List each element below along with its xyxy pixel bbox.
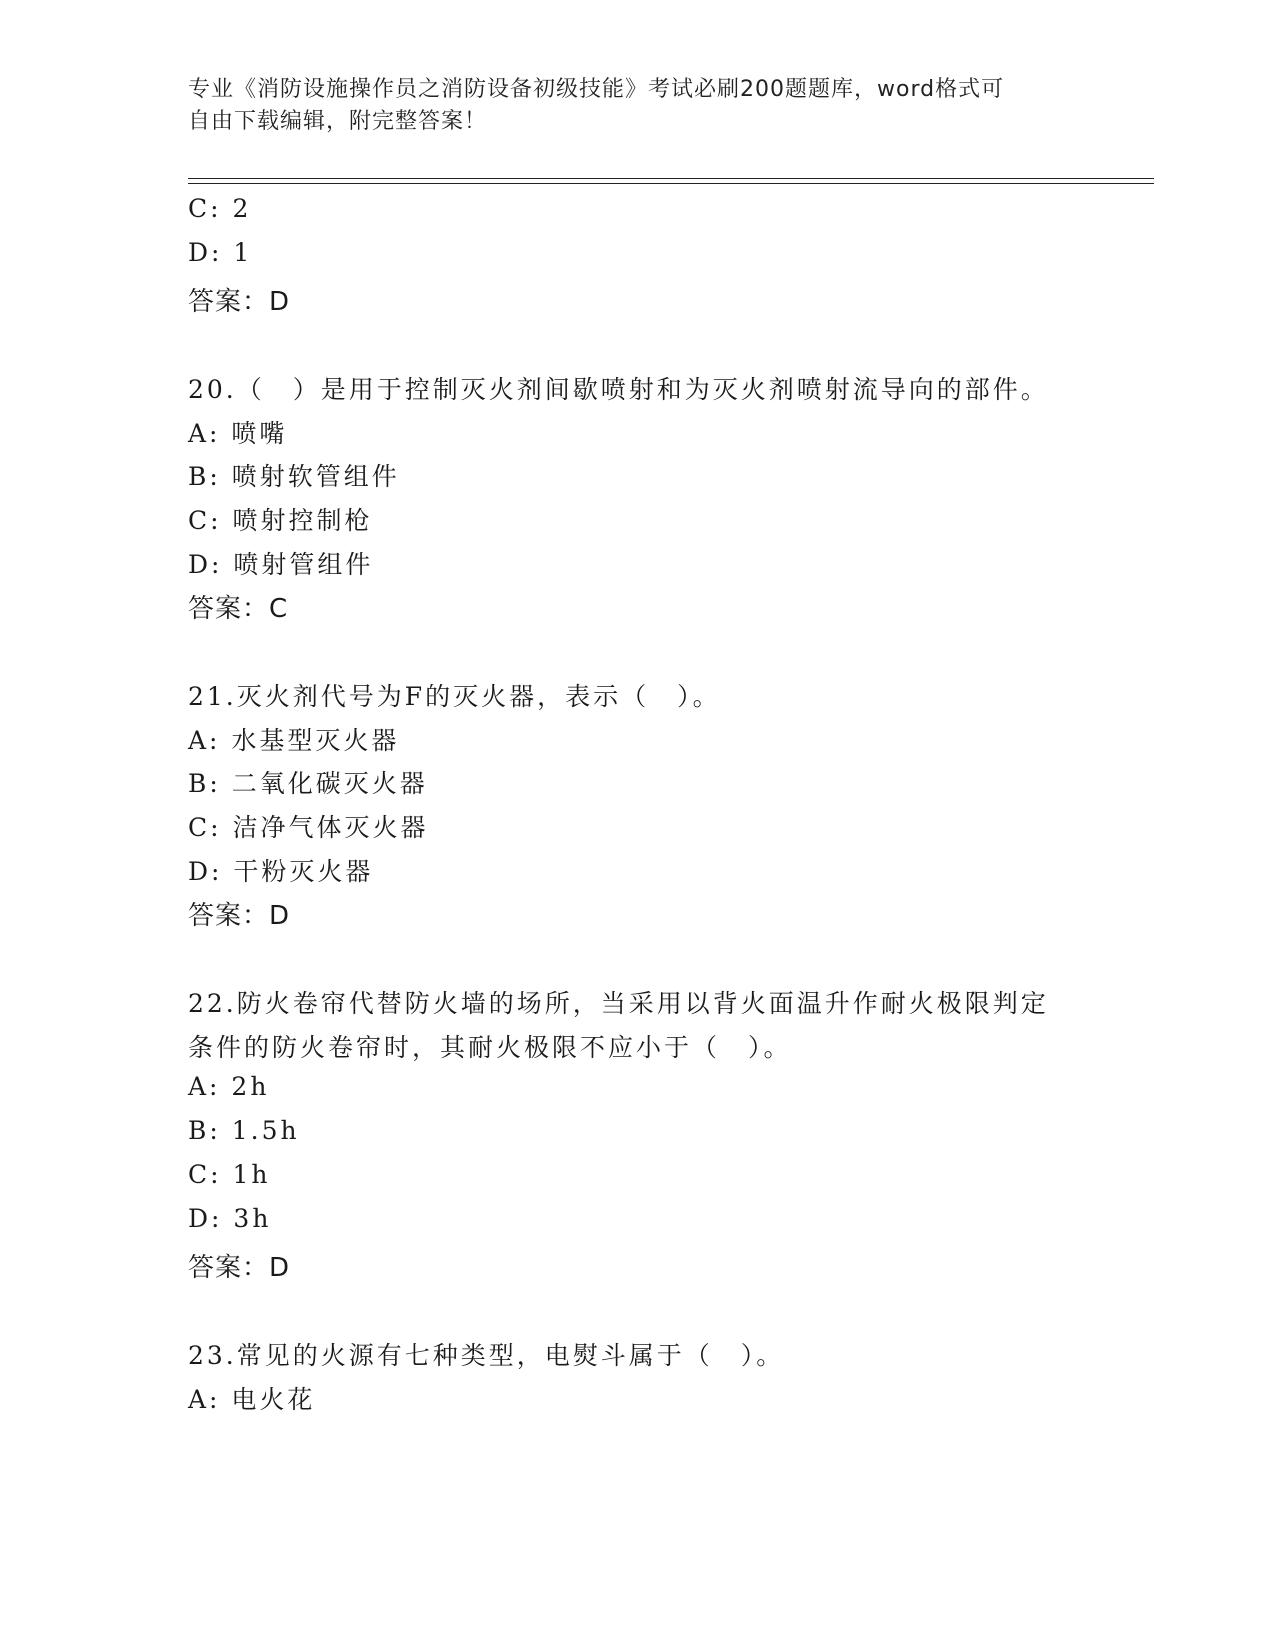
q20-option-b: B: 喷射软管组件 [188,462,400,491]
header-line-1: 专业《消防设施操作员之消防设备初级技能》考试必刷200题题库，word格式可 [188,77,1005,102]
q19-answer: 答案：D [188,287,291,317]
q22-option-d: D: 3h [188,1204,272,1233]
header-line-2: 自由下载编辑，附完整答案！ [188,109,488,134]
q20-question: 20.（ ）是用于控制灭火剂间歇喷射和为灭火剂喷射流导向的部件。 [188,375,1049,404]
q20-option-a: A: 喷嘴 [188,419,288,448]
q22-question-line-1: 22.防火卷帘代替防火墙的场所，当采用以背火面温升作耐火极限判定 [188,989,1049,1018]
q20-answer: 答案：C [188,594,289,624]
q21-option-b: B: 二氧化碳灭火器 [188,769,428,798]
q21-option-c: C: 洁净气体灭火器 [188,813,429,842]
document-header [188,74,1068,138]
q22-option-a: A: 2h [188,1072,270,1101]
q21-question: 21.灭火剂代号为F的灭火器，表示（ ）。 [188,682,721,711]
q22-question-line-2: 条件的防火卷帘时，其耐火极限不应小于（ ）。 [188,1033,792,1062]
q22-answer: 答案：D [188,1253,291,1283]
q23-option-a: A: 电火花 [188,1385,316,1414]
q20-option-d: D: 喷射管组件 [188,550,374,579]
q22-option-c: C: 1h [188,1160,271,1189]
q21-option-d: D: 干粉灭火器 [188,857,374,886]
q21-answer: 答案：D [188,901,291,931]
q21-option-a: A: 水基型灭火器 [188,726,400,755]
q22-option-b: B: 1.5h [188,1116,300,1145]
header-divider-bottom [188,183,1154,184]
q20-option-c: C: 喷射控制枪 [188,506,373,535]
header-divider-top [188,178,1154,179]
q19-option-d: D: 1 [188,238,253,267]
q23-question: 23.常见的火源有七种类型，电熨斗属于（ ）。 [188,1341,785,1370]
q19-option-c: C: 2 [188,194,252,223]
